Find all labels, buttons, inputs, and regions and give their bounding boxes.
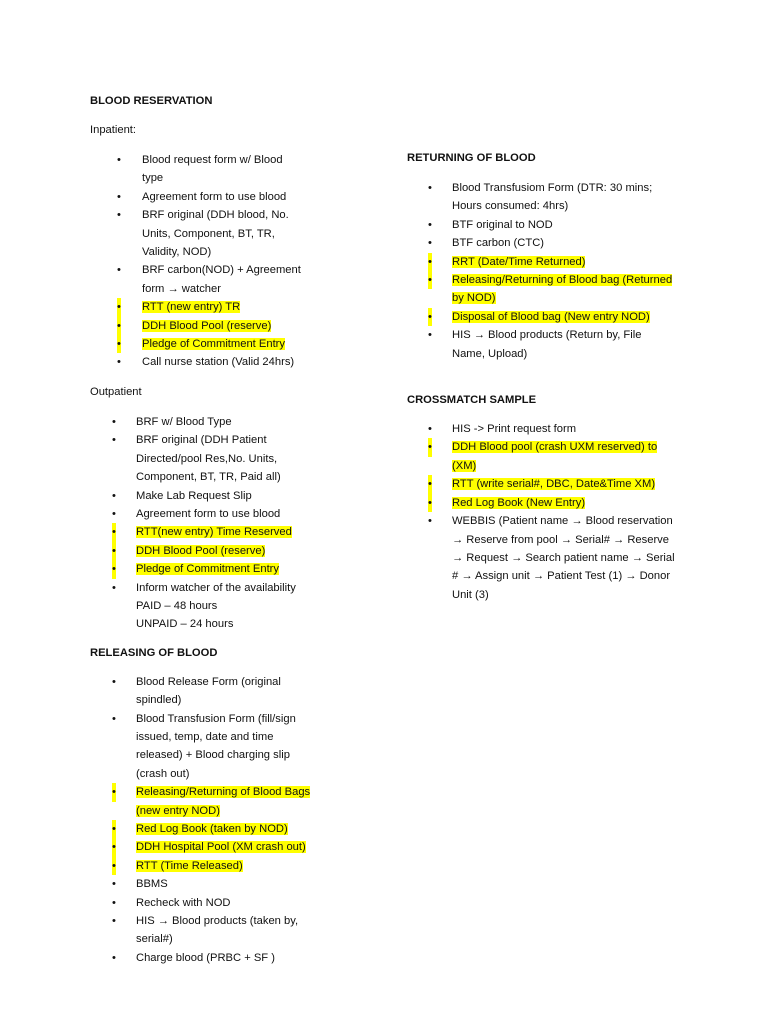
section-title-releasing-of-blood: RELEASING OF BLOOD bbox=[90, 646, 218, 659]
list-item-text: Blood request form w/ Blood type bbox=[142, 154, 283, 185]
list-item-highlighted bbox=[90, 542, 316, 560]
list-item-text: BRF w/ Blood Type bbox=[136, 415, 232, 428]
releasing-list bbox=[90, 673, 316, 968]
bullet-icon: • bbox=[428, 308, 432, 326]
bullet-icon: • bbox=[428, 423, 432, 436]
bullet-icon: • bbox=[117, 209, 121, 222]
list-item bbox=[90, 487, 316, 505]
list-item-text: Call nurse station (Valid 24hrs) bbox=[142, 356, 295, 369]
list-item-highlighted bbox=[407, 253, 677, 271]
list-item-text: WEBBIS (Patient name → Blood reservation → Reserve from pool → Serial# → Reserve → Request → Search patient name → Serial # → Assign unit → Patient Test (1) → Donor Unit (3) bbox=[452, 515, 675, 601]
list-item-text: RTT(new entry) Time Reserved bbox=[136, 526, 292, 539]
list-item bbox=[407, 512, 682, 604]
list-item-text: Blood Transfusion Form (fill/sign issued, temp, date and time released) + Blood charging slip (crash out) bbox=[136, 712, 296, 780]
list-item bbox=[90, 188, 304, 206]
list-item-text: HIS → Blood products (Return by, File Name, Upload) bbox=[452, 329, 642, 360]
inpatient-label: Inpatient: bbox=[90, 124, 137, 136]
list-item-text: BBMS bbox=[136, 878, 168, 891]
bullet-icon: • bbox=[112, 857, 116, 875]
list-item bbox=[90, 894, 316, 912]
bullet-icon: • bbox=[428, 494, 432, 512]
inpatient-list bbox=[90, 151, 304, 372]
list-item-text: BTF carbon (CTC) bbox=[452, 237, 544, 250]
list-item-text: DDH Blood Pool (reserve) bbox=[142, 319, 272, 332]
list-item-text: Red Log Book (taken by NOD) bbox=[136, 823, 288, 835]
list-item-text: Red Log Book (New Entry) bbox=[452, 496, 586, 509]
list-item bbox=[90, 673, 316, 710]
list-item bbox=[90, 431, 316, 486]
list-item-text: Agreement form to use blood bbox=[136, 507, 281, 520]
list-item-text: HIS -> Print request form bbox=[452, 423, 577, 436]
bullet-icon: • bbox=[117, 317, 121, 335]
list-item-text: Charge blood (PRBC + SF ) bbox=[136, 951, 275, 964]
list-item-text: HIS → Blood products (taken by, serial#) bbox=[136, 915, 299, 946]
list-item-text: Make Lab Request Slip bbox=[136, 489, 252, 502]
list-item-text: DDH Blood Pool (reserve) bbox=[136, 544, 266, 557]
bullet-icon: • bbox=[428, 271, 432, 289]
bullet-icon: • bbox=[428, 253, 432, 271]
list-item-text: Disposal of Blood bag (New entry NOD) bbox=[452, 310, 650, 323]
section-title-crossmatch-sample: CROSSMATCH SAMPLE bbox=[407, 394, 537, 407]
outpatient-list bbox=[90, 413, 316, 634]
list-item-highlighted bbox=[90, 560, 316, 578]
bullet-icon: • bbox=[428, 237, 432, 250]
section-title-blood-reservation: BLOOD RESERVATION bbox=[90, 95, 213, 107]
list-item bbox=[90, 912, 316, 949]
list-item bbox=[90, 151, 304, 188]
bullet-icon: • bbox=[112, 542, 116, 560]
bullet-icon: • bbox=[112, 820, 116, 838]
list-item-text: Recheck with NOD bbox=[136, 896, 231, 909]
list-item-text: BRF original (DDH Patient Directed/pool Res,No. Units, Component, BT, TR, Paid all) bbox=[136, 434, 281, 484]
list-item-highlighted bbox=[407, 271, 677, 308]
list-item-text: RRT (Date/Time Returned) bbox=[452, 255, 586, 268]
bullet-icon: • bbox=[117, 190, 121, 203]
list-item-text: BRF original (DDH blood, No. Units, Component, BT, TR, Validity, NOD) bbox=[142, 209, 289, 259]
bullet-icon: • bbox=[117, 356, 121, 369]
section-title-returning-of-blood: RETURNING OF BLOOD bbox=[407, 152, 536, 164]
list-item-highlighted bbox=[90, 298, 304, 316]
bullet-icon: • bbox=[117, 154, 121, 166]
list-item bbox=[90, 206, 304, 261]
bullet-icon: • bbox=[428, 515, 432, 528]
list-item-highlighted bbox=[90, 317, 304, 335]
list-item-text: Agreement form to use blood bbox=[142, 190, 287, 203]
returning-list bbox=[407, 179, 677, 363]
list-item-text: Releasing/Returning of Blood Bags (new entry NOD) bbox=[136, 786, 311, 817]
list-item bbox=[407, 326, 677, 363]
bullet-icon: • bbox=[112, 581, 116, 594]
left-column bbox=[90, 93, 380, 967]
list-item-highlighted bbox=[407, 475, 682, 493]
bullet-icon: • bbox=[112, 675, 116, 688]
list-item-text: RTT (Time Released) bbox=[136, 859, 243, 872]
outpatient-label: Outpatient bbox=[90, 385, 142, 398]
bullet-icon: • bbox=[112, 489, 116, 502]
list-item-highlighted bbox=[90, 857, 316, 875]
list-item-highlighted bbox=[90, 523, 316, 541]
bullet-icon: • bbox=[117, 264, 121, 277]
right-column bbox=[407, 150, 692, 604]
unpaid-line: UNPAID – 24 hours bbox=[136, 618, 234, 631]
list-item bbox=[90, 413, 316, 431]
bullet-icon: • bbox=[112, 712, 116, 725]
list-item-text: Pledge of Commitment Entry bbox=[136, 563, 280, 576]
list-item-highlighted bbox=[90, 335, 304, 353]
list-item-text: DDH Blood pool (crash UXM reserved) to (XM) bbox=[452, 441, 658, 472]
list-item-text: BTF original to NOD bbox=[452, 218, 553, 231]
bullet-icon: • bbox=[428, 438, 432, 456]
paid-line: PAID – 48 hours bbox=[136, 599, 218, 612]
list-item bbox=[407, 179, 677, 216]
list-item-highlighted bbox=[90, 783, 316, 820]
list-item-highlighted bbox=[90, 838, 316, 856]
list-item-text: DDH Hospital Pool (XM crash out) bbox=[136, 841, 306, 854]
bullet-icon: • bbox=[112, 915, 116, 928]
list-item bbox=[90, 505, 316, 523]
bullet-icon: • bbox=[112, 415, 116, 428]
list-item-text: Releasing/Returning of Blood bag (Returned by NOD) bbox=[452, 274, 673, 305]
list-item-highlighted bbox=[90, 820, 316, 838]
list-item-highlighted bbox=[407, 308, 677, 326]
bullet-icon: • bbox=[117, 298, 121, 316]
bullet-icon: • bbox=[112, 560, 116, 578]
bullet-icon: • bbox=[112, 523, 116, 541]
list-item-text: Inform watcher of the availability bbox=[136, 581, 296, 594]
bullet-icon: • bbox=[112, 783, 116, 801]
list-item bbox=[90, 261, 304, 298]
list-item-text: BRF carbon(NOD) + Agreement form → watcher bbox=[142, 264, 301, 295]
bullet-icon: • bbox=[112, 896, 116, 909]
list-item-text: Pledge of Commitment Entry bbox=[142, 338, 286, 351]
list-item-text: RTT (write serial#, DBC, Date&Time XM) bbox=[452, 478, 656, 491]
bullet-icon: • bbox=[112, 507, 116, 520]
bullet-icon: • bbox=[112, 878, 116, 891]
bullet-icon: • bbox=[428, 182, 432, 194]
list-item-text: Blood Transfusiom Form (DTR: 30 mins; Hours consumed: 4hrs) bbox=[452, 182, 653, 213]
bullet-icon: • bbox=[112, 434, 116, 447]
bullet-icon: • bbox=[428, 475, 432, 493]
crossmatch-list bbox=[407, 420, 682, 604]
list-item-highlighted bbox=[407, 438, 682, 475]
list-item-highlighted bbox=[407, 494, 682, 512]
list-item bbox=[407, 216, 677, 234]
list-item bbox=[90, 353, 304, 371]
bullet-icon: • bbox=[428, 218, 432, 231]
list-item bbox=[90, 710, 316, 784]
list-item bbox=[90, 949, 316, 967]
bullet-icon: • bbox=[117, 335, 121, 353]
list-item bbox=[407, 420, 682, 438]
list-item bbox=[407, 234, 677, 252]
list-item-text: Blood Release Form (original spindled) bbox=[136, 675, 281, 707]
bullet-icon: • bbox=[428, 329, 432, 342]
list-item bbox=[90, 875, 316, 893]
bullet-icon: • bbox=[112, 838, 116, 856]
list-item bbox=[90, 579, 316, 634]
list-item-text: RTT (new entry) TR bbox=[142, 301, 241, 314]
bullet-icon: • bbox=[112, 951, 116, 964]
